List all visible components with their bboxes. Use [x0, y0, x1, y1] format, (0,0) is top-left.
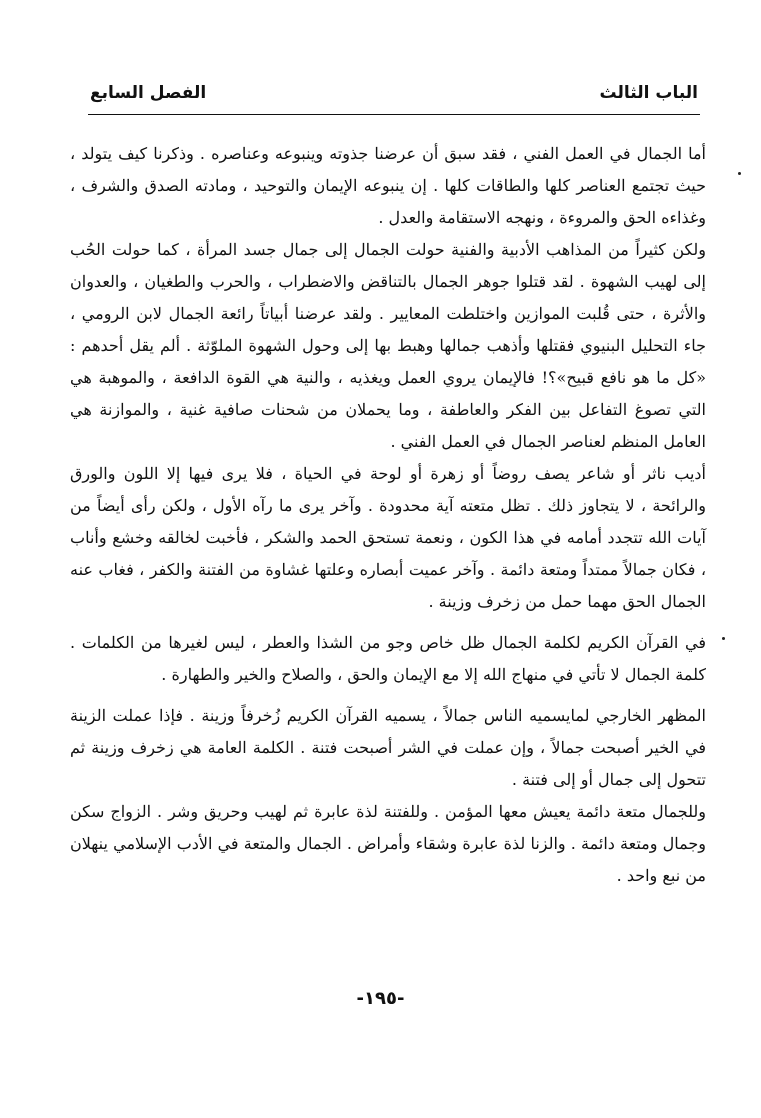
paragraph-4: في القرآن الكريم لكلمة الجمال ظل خاص وجو من الشذا والعطر ، ليس لغيرها من الكلمات . كلمة الجمال لا تأتي في منهاج الله إلا مع الإيمان والحق ، والصلاح والخير والطهارة .: [70, 633, 706, 684]
section-title: الفصل السابع: [90, 83, 207, 103]
paragraph-2: ولكن كثيراً من المذاهب الأدبية والفنية حولت الجمال إلى جمال جسد المرأة ، كما حولت الحُب إلى لهيب الشهوة . لقد قتلوا جوهر الجمال بالتناقض والاضطراب ، والحرب والطغيان ، والعدوان والأثرة ، حتى قُلبت الموازين واختلطت المعايير . ولقد عرضنا أبياتاً رائعة الجمال لابن الرومي ، جاء التحليل البنيوي فقتلها وأذهب جمالها وهبط بها إلى وحول الشهوة الملوّثة . ألم يقل أحدهم : «كل ما هو نافع قبيح»؟! فالإيمان يروي العمل ويغذيه ، والنية هي القوة الدافعة ، والموهبة هي التي تصوغ التفاعل بين الفكر والعاطفة ، وما يحملان من شحنات صافية غنية ، والموازنة هي العامل المنظم لعناصر الجمال في العمل الفني .: [70, 240, 706, 451]
margin-speck: [722, 637, 725, 640]
header-rule: [88, 114, 700, 115]
page-number: -١٩٥-: [356, 988, 405, 1009]
running-header: [90, 83, 698, 109]
paragraph-1: أما الجمال في العمل الفني ، فقد سبق أن عرضنا جذوته وينبوعه وعناصره . وذكرنا كيف يتولد ، حيث تجتمع العناصر كلها والطاقات كلها . إن ينبوعه الإيمان والتوحيد ، ومادته الصدق والشرف ، وغذاءه الحق والمروءة ، ونهجه الاستقامة والعدل .: [70, 144, 707, 227]
paragraph-3: أديب ناثر أو شاعر يصف روضاً أو زهرة أو لوحة في الحياة ، فلا يرى فيها إلا اللون والورق والرائحة ، لا يتجاوز ذلك . تظل متعته آية محدودة . وآخر يرى ما رآه الأول ، ولكن رأى أيضاً من آيات الله تتجدد أمامه في هذا الكون ، ونعمة تستحق الحمد والشكر ، فأخبت لخالقه وخشع وأناب ، فكان جمالاً ممتداً ومتعة دائمة . وآخر عميت أبصاره وعلتها غشاوة من الفتنة والكفر ، فغاب عنه الجمال الحق مهما حمل من زخرف وزينة .: [70, 464, 707, 611]
chapter-title: الباب الثالث: [599, 83, 698, 103]
margin-speck: [738, 172, 741, 175]
paragraph-5: المظهر الخارجي لمايسميه الناس جمالاً ، يسميه القرآن الكريم زُخرفاً وزينة . فإذا عملت الزينة في الخير أصبحت جمالاً ، وإن عملت في الشر أصبحت فتنة . الكلمة العامة هي زخرف وزينة ثم تتحول إلى جمال أو إلى فتنة .: [70, 706, 707, 789]
paragraph-6: وللجمال متعة دائمة يعيش معها المؤمن . وللفتنة لذة عابرة ثم لهيب وحريق وشر . الزواج سكن وجمال ومتعة دائمة . والزنا لذة عابرة وشقاء وأمراض . الجمال والمتعة في الأدب الإسلامي ينهلان من نبع واحد .: [70, 802, 706, 885]
page-body: [70, 138, 706, 892]
